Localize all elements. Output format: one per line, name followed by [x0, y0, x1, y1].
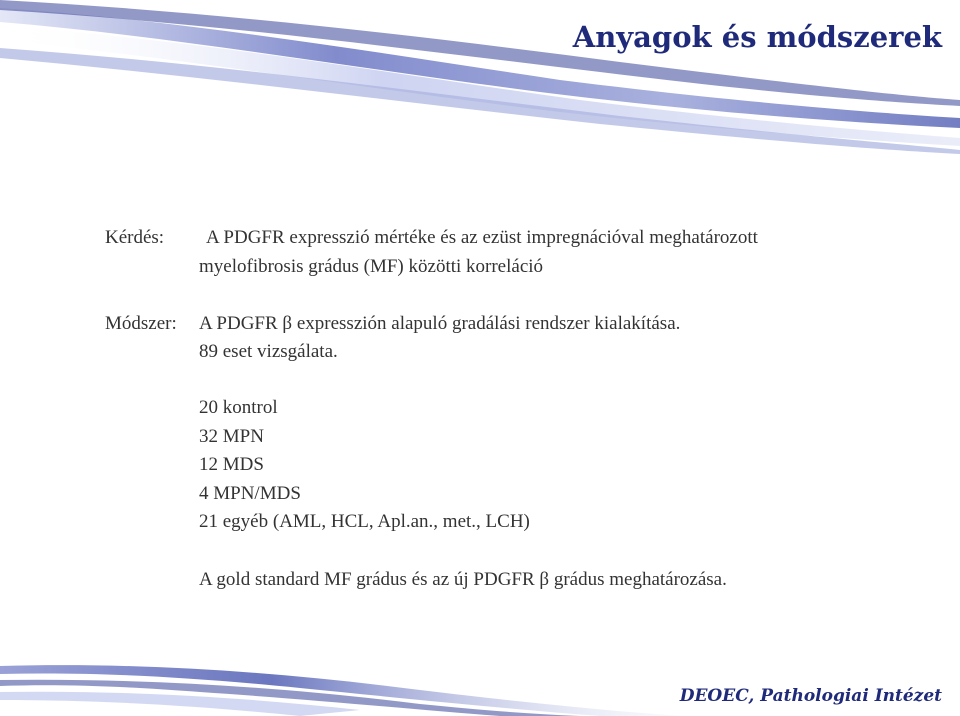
case-item-mpn: 32 MPN [199, 426, 264, 447]
footer-institution: DEOEC, Pathologiai Intézet [679, 686, 942, 706]
slide-title: Anyagok és módszerek [572, 20, 942, 54]
case-item-controls: 20 kontrol [199, 397, 278, 418]
question-label: Kérdés: [105, 227, 165, 248]
method-label: Módszer: [105, 313, 177, 334]
case-item-other: 21 egyéb (AML, HCL, Apl.an., met., LCH) [199, 511, 530, 532]
conclusion-text: A gold standard MF grádus és az új PDGFR β grádus meghatározása. [199, 569, 727, 590]
question-line-2: myelofibrosis grádus (MF) közötti korreláció [199, 256, 544, 277]
method-line-1: A PDGFR β expresszión alapuló gradálási rendszer kialakítása. [199, 313, 681, 334]
question-line-1: A PDGFR expresszió mértéke és az ezüst impregnációval meghatározott [206, 227, 758, 248]
method-line-2: 89 eset vizsgálata. [199, 341, 338, 362]
case-item-mds: 12 MDS [199, 454, 264, 475]
case-item-mpn-mds: 4 MPN/MDS [199, 483, 301, 504]
